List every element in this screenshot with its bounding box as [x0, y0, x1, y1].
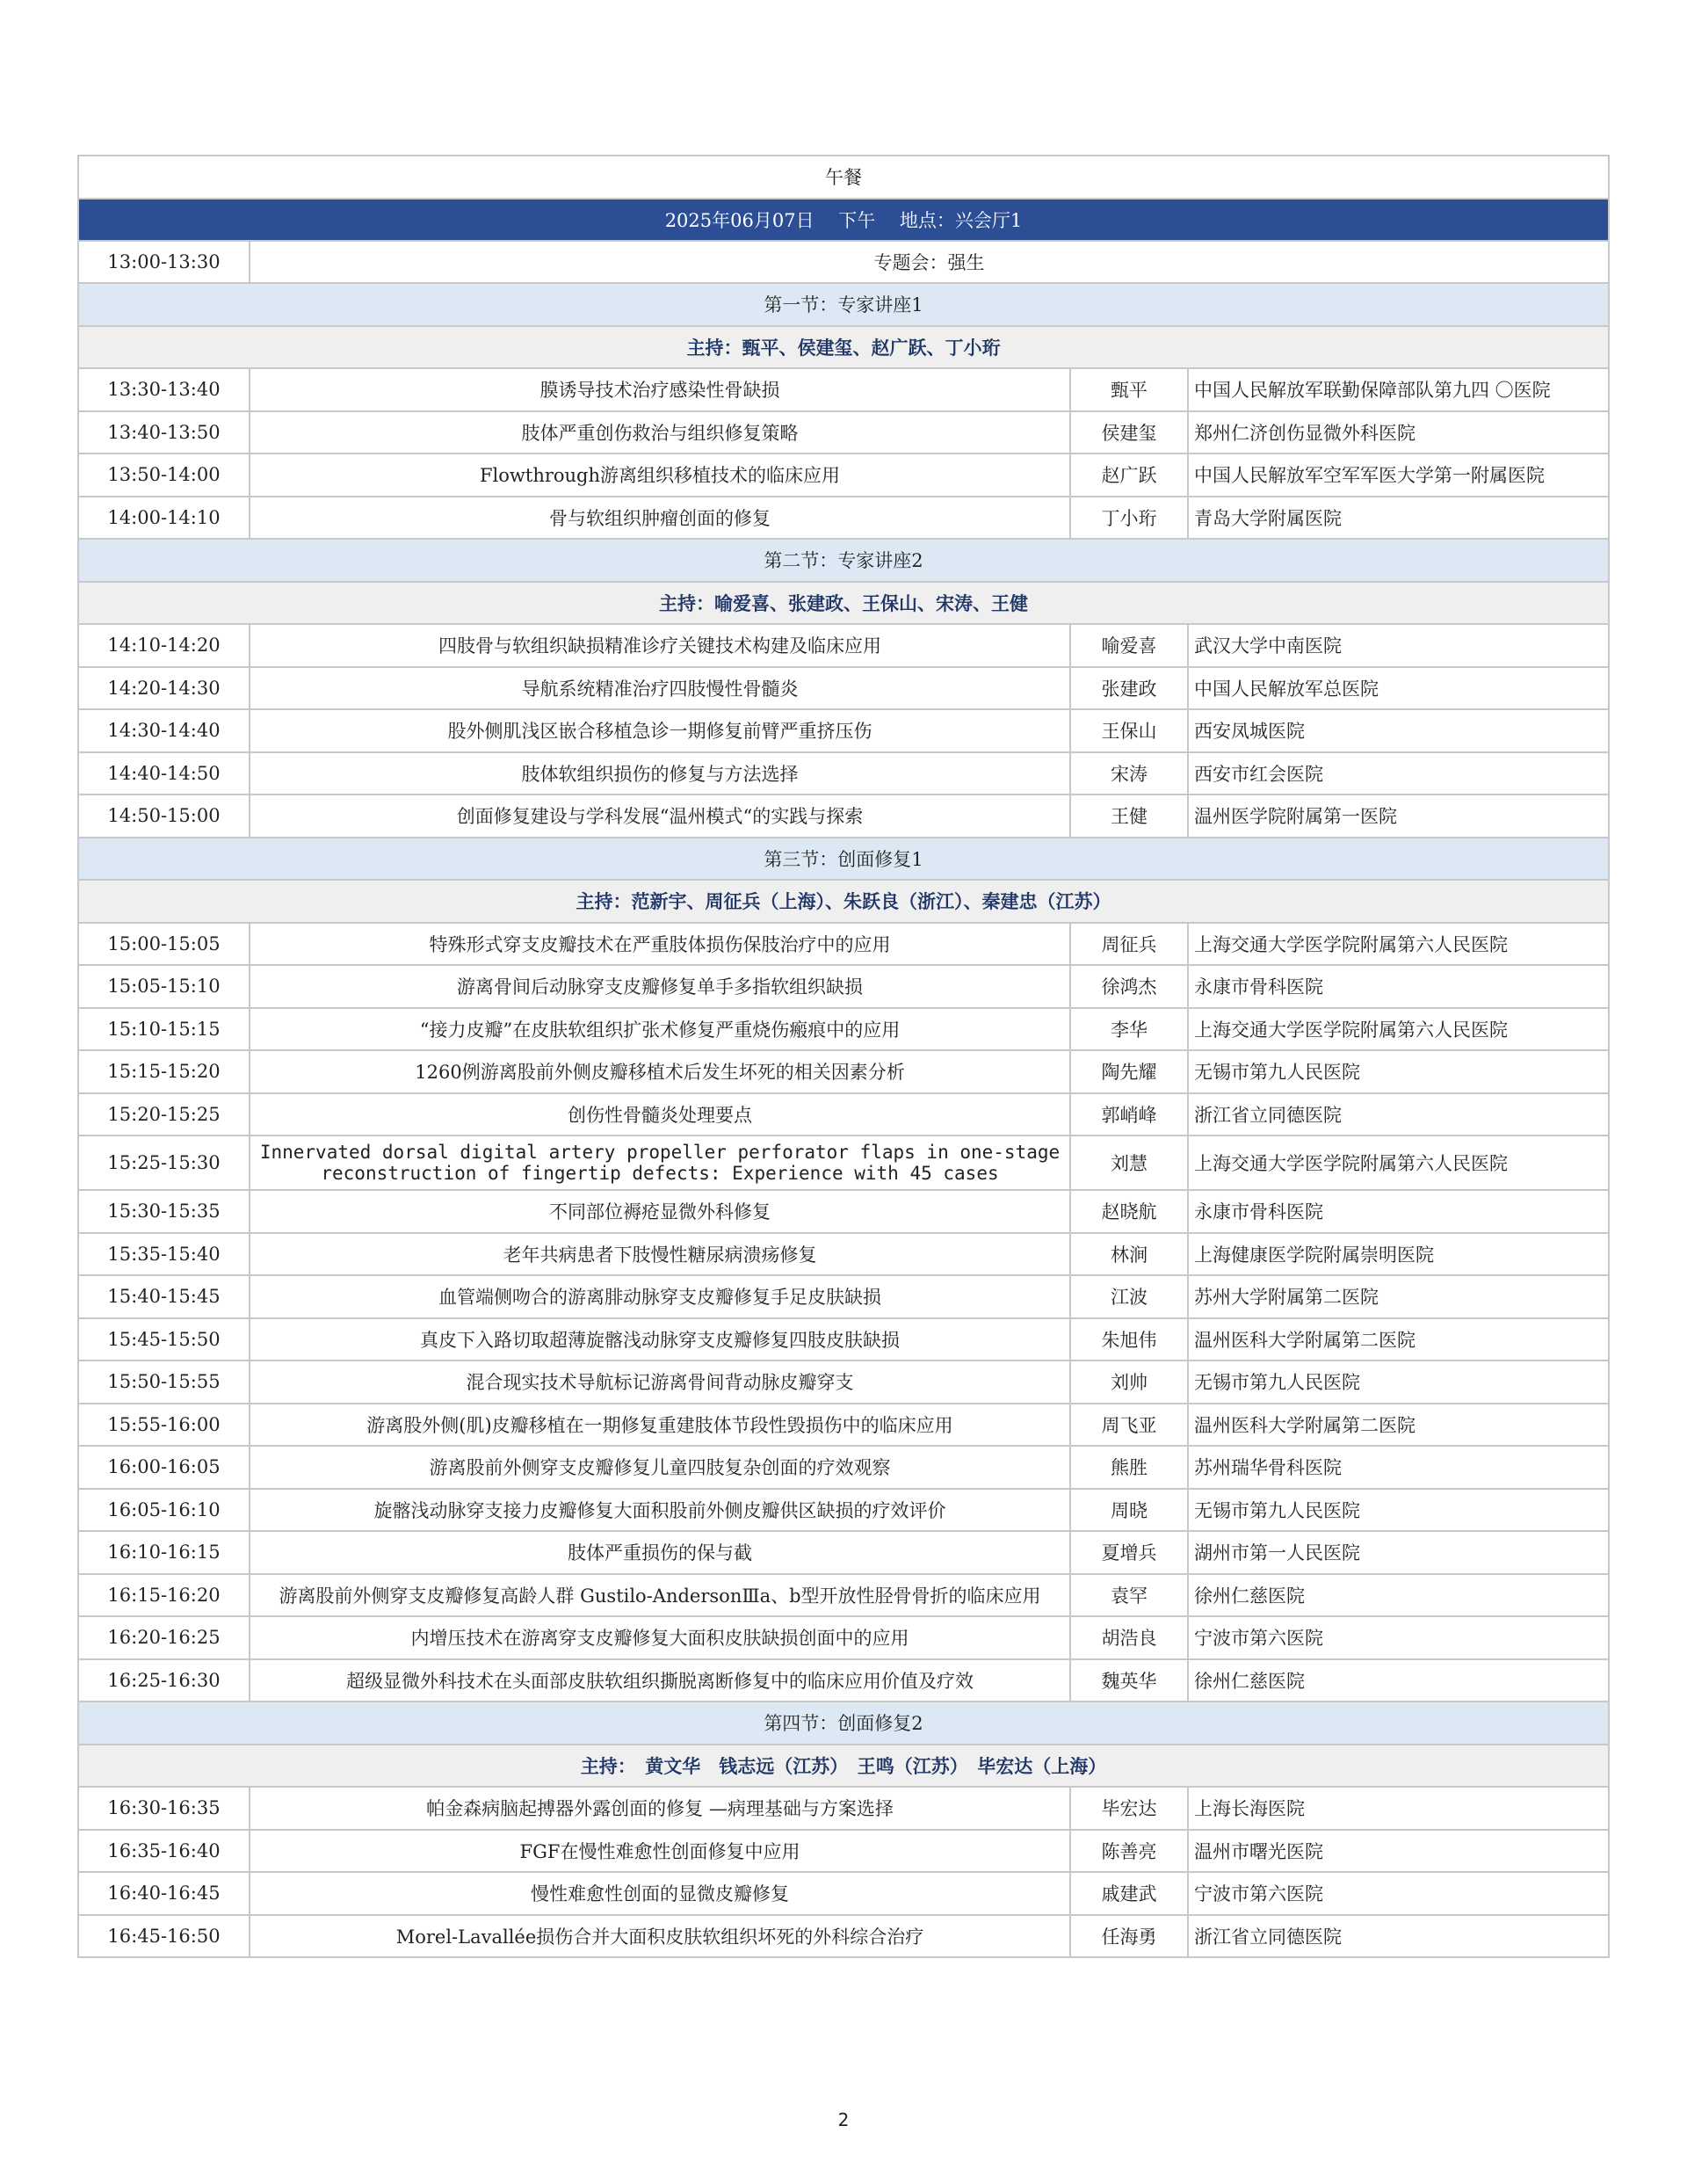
- talk-row: [78, 1872, 1609, 1915]
- talk-org: 中国人民解放军空军军医大学第一附属医院: [1188, 453, 1609, 497]
- talk-topic: FGF在慢性难愈性创面修复中应用: [250, 1830, 1070, 1873]
- talk-speaker: 胡浩良: [1070, 1616, 1188, 1659]
- talk-time: 15:05-15:10: [78, 965, 250, 1008]
- talk-row: [78, 1008, 1609, 1051]
- talk-topic: 肢体严重创伤救治与组织修复策略: [250, 411, 1070, 454]
- talk-org: 徐州仁慈医院: [1188, 1574, 1609, 1617]
- talk-speaker: 王保山: [1070, 709, 1188, 752]
- talk-row: [78, 1233, 1609, 1276]
- talk-time: 13:30-13:40: [78, 368, 250, 411]
- talk-org: 上海交通大学医学院附属第六人民医院: [1188, 1136, 1609, 1190]
- talk-time: 14:20-14:30: [78, 667, 250, 710]
- talk-speaker: 江波: [1070, 1275, 1188, 1318]
- talk-row: [78, 1093, 1609, 1136]
- section-title-row: [78, 838, 1609, 881]
- talk-speaker: 王健: [1070, 795, 1188, 838]
- talk-time: 15:25-15:30: [78, 1136, 250, 1190]
- session-header-row: [78, 199, 1609, 241]
- talk-row: [78, 667, 1609, 710]
- section-host-row: [78, 880, 1609, 923]
- talk-time: 15:20-15:25: [78, 1093, 250, 1136]
- talk-speaker: 朱旭伟: [1070, 1318, 1188, 1361]
- talk-org: 中国人民解放军联勤保障部队第九四 〇医院: [1188, 368, 1609, 411]
- talk-speaker: 熊胜: [1070, 1446, 1188, 1489]
- talk-speaker: 徐鸿杰: [1070, 965, 1188, 1008]
- section-host-row: [78, 582, 1609, 625]
- talk-topic: 膜诱导技术治疗感染性骨缺损: [250, 368, 1070, 411]
- talk-topic: 特殊形式穿支皮瓣技术在严重肢体损伤保肢治疗中的应用: [250, 923, 1070, 966]
- talk-topic: 慢性难愈性创面的显微皮瓣修复: [250, 1872, 1070, 1915]
- talk-row: [78, 624, 1609, 667]
- talk-time: 16:15-16:20: [78, 1574, 250, 1617]
- talk-row: [78, 1050, 1609, 1093]
- keynote-title: 专题会：强生: [250, 241, 1609, 284]
- talk-row: [78, 1616, 1609, 1659]
- talk-topic: 肢体软组织损伤的修复与方法选择: [250, 752, 1070, 795]
- talk-org: 上海交通大学医学院附属第六人民医院: [1188, 923, 1609, 966]
- talk-org: 宁波市第六医院: [1188, 1872, 1609, 1915]
- talk-row: [78, 965, 1609, 1008]
- talk-speaker: 周征兵: [1070, 923, 1188, 966]
- talk-topic: 混合现实技术导航标记游离骨间背动脉皮瓣穿支: [250, 1360, 1070, 1404]
- section-title: 第四节：创面修复2: [78, 1701, 1609, 1745]
- talk-time: 15:00-15:05: [78, 923, 250, 966]
- talk-topic: 游离股前外侧穿支皮瓣修复高龄人群 Gustilo-AndersonⅢa、b型开放性胫骨骨折的临床应用: [250, 1574, 1070, 1617]
- talk-time: 16:05-16:10: [78, 1489, 250, 1532]
- talk-topic: 创面修复建设与学科发展“温州模式“的实践与探索: [250, 795, 1070, 838]
- schedule-table: [77, 155, 1610, 1958]
- talk-time: 16:40-16:45: [78, 1872, 250, 1915]
- talk-speaker: 刘慧: [1070, 1136, 1188, 1190]
- talk-time: 14:30-14:40: [78, 709, 250, 752]
- talk-topic: 真皮下入路切取超薄旋髂浅动脉穿支皮瓣修复四肢皮肤缺损: [250, 1318, 1070, 1361]
- talk-row: [78, 752, 1609, 795]
- talk-speaker: 陶先耀: [1070, 1050, 1188, 1093]
- page-number: 2: [837, 2109, 850, 2130]
- talk-topic: 帕金森病脑起搏器外露创面的修复 —病理基础与方案选择: [250, 1787, 1070, 1830]
- talk-org: 上海长海医院: [1188, 1787, 1609, 1830]
- talk-row: [78, 795, 1609, 838]
- talk-topic: 1260例游离股前外侧皮瓣移植术后发生坏死的相关因素分析: [250, 1050, 1070, 1093]
- talk-org: 徐州仁慈医院: [1188, 1659, 1609, 1702]
- talk-time: 14:10-14:20: [78, 624, 250, 667]
- talk-org: 宁波市第六医院: [1188, 1616, 1609, 1659]
- section-title: 第二节：专家讲座2: [78, 539, 1609, 582]
- talk-org: 永康市骨科医院: [1188, 1190, 1609, 1233]
- talk-org: 武汉大学中南医院: [1188, 624, 1609, 667]
- talk-topic: Innervated dorsal digital artery propeller perforator flaps in one-stage reconstruction of fingertip defects: Experience with 45 cases: [250, 1136, 1070, 1190]
- talk-speaker: 赵晓航: [1070, 1190, 1188, 1233]
- section-host-row: [78, 1745, 1609, 1788]
- talk-topic: 肢体严重损伤的保与截: [250, 1531, 1070, 1574]
- talk-topic: 超级显微外科技术在头面部皮肤软组织撕脱离断修复中的临床应用价值及疗效: [250, 1659, 1070, 1702]
- talk-org: 温州市曙光医院: [1188, 1830, 1609, 1873]
- talk-org: 湖州市第一人民医院: [1188, 1531, 1609, 1574]
- talk-time: 15:10-15:15: [78, 1008, 250, 1051]
- talk-topic: 不同部位褥疮显微外科修复: [250, 1190, 1070, 1233]
- talk-row: [78, 1136, 1609, 1190]
- talk-speaker: 丁小珩: [1070, 497, 1188, 540]
- talk-topic: 游离股前外侧穿支皮瓣修复儿童四肢复杂创面的疗效观察: [250, 1446, 1070, 1489]
- section-title-row: [78, 539, 1609, 582]
- talk-speaker: 任海勇: [1070, 1915, 1188, 1958]
- talk-topic: Morel-Lavallée损伤合并大面积皮肤软组织坏死的外科综合治疗: [250, 1915, 1070, 1958]
- talk-row: [78, 1830, 1609, 1873]
- keynote-row: [78, 241, 1609, 284]
- talk-org: 浙江省立同德医院: [1188, 1093, 1609, 1136]
- talk-topic: 旋髂浅动脉穿支接力皮瓣修复大面积股前外侧皮瓣供区缺损的疗效评价: [250, 1489, 1070, 1532]
- talk-time: 14:50-15:00: [78, 795, 250, 838]
- section-title: 第三节：创面修复1: [78, 838, 1609, 881]
- talk-row: [78, 453, 1609, 497]
- talk-org: 温州医科大学附属第二医院: [1188, 1404, 1609, 1447]
- talk-org: 苏州瑞华骨科医院: [1188, 1446, 1609, 1489]
- talk-speaker: 郭峭峰: [1070, 1093, 1188, 1136]
- talk-row: [78, 411, 1609, 454]
- talk-time: 16:00-16:05: [78, 1446, 250, 1489]
- talk-time: 15:55-16:00: [78, 1404, 250, 1447]
- talk-speaker: 魏英华: [1070, 1659, 1188, 1702]
- talk-speaker: 张建政: [1070, 667, 1188, 710]
- talk-time: 16:30-16:35: [78, 1787, 250, 1830]
- talk-org: 无锡市第九人民医院: [1188, 1489, 1609, 1532]
- talk-row: [78, 1275, 1609, 1318]
- section-title-row: [78, 1701, 1609, 1745]
- talk-topic: 血管端侧吻合的游离腓动脉穿支皮瓣修复手足皮肤缺损: [250, 1275, 1070, 1318]
- talk-speaker: 袁罕: [1070, 1574, 1188, 1617]
- talk-row: [78, 1787, 1609, 1830]
- section-title-row: [78, 283, 1609, 326]
- talk-time: 15:45-15:50: [78, 1318, 250, 1361]
- section-host: 主持：甄平、侯建玺、赵广跃、丁小珩: [78, 326, 1609, 369]
- section-title: 第一节：专家讲座1: [78, 283, 1609, 326]
- talk-row: [78, 923, 1609, 966]
- talk-time: 15:35-15:40: [78, 1233, 250, 1276]
- talk-time: 16:20-16:25: [78, 1616, 250, 1659]
- talk-time: 16:10-16:15: [78, 1531, 250, 1574]
- talk-speaker: 陈善亮: [1070, 1830, 1188, 1873]
- talk-row: [78, 1915, 1609, 1958]
- talk-speaker: 周飞亚: [1070, 1404, 1188, 1447]
- talk-topic: 内增压技术在游离穿支皮瓣修复大面积皮肤缺损创面中的应用: [250, 1616, 1070, 1659]
- section-host-row: [78, 326, 1609, 369]
- session-header: 2025年06月07日 下午 地点：兴会厅1: [78, 199, 1609, 241]
- talk-topic: 老年共病患者下肢慢性糖尿病溃疡修复: [250, 1233, 1070, 1276]
- talk-org: 上海健康医学院附属崇明医院: [1188, 1233, 1609, 1276]
- talk-row: [78, 1574, 1609, 1617]
- talk-topic: 游离股外侧(肌)皮瓣移植在一期修复重建肢体节段性毁损伤中的临床应用: [250, 1404, 1070, 1447]
- talk-speaker: 毕宏达: [1070, 1787, 1188, 1830]
- talk-org: 浙江省立同德医院: [1188, 1915, 1609, 1958]
- keynote-time: 13:00-13:30: [78, 241, 250, 284]
- section-host: 主持：范新宇、周征兵（上海）、朱跃良（浙江）、秦建忠（江苏）: [78, 880, 1609, 923]
- talk-row: [78, 709, 1609, 752]
- talk-time: 14:00-14:10: [78, 497, 250, 540]
- talk-org: 西安市红会医院: [1188, 752, 1609, 795]
- talk-row: [78, 497, 1609, 540]
- talk-topic: “接力皮瓣”在皮肤软组织扩张术修复严重烧伤瘢痕中的应用: [250, 1008, 1070, 1051]
- talk-time: 16:45-16:50: [78, 1915, 250, 1958]
- talk-time: 16:35-16:40: [78, 1830, 250, 1873]
- talk-time: 16:25-16:30: [78, 1659, 250, 1702]
- talk-row: [78, 1531, 1609, 1574]
- lunch-row: [78, 156, 1609, 199]
- talk-speaker: 戚建武: [1070, 1872, 1188, 1915]
- talk-speaker: 喻爱喜: [1070, 624, 1188, 667]
- talk-row: [78, 1404, 1609, 1447]
- talk-org: 中国人民解放军总医院: [1188, 667, 1609, 710]
- schedule-page: [77, 155, 1608, 1958]
- talk-org: 苏州大学附属第二医院: [1188, 1275, 1609, 1318]
- talk-org: 郑州仁济创伤显微外科医院: [1188, 411, 1609, 454]
- talk-row: [78, 1360, 1609, 1404]
- talk-org: 永康市骨科医院: [1188, 965, 1609, 1008]
- talk-speaker: 夏增兵: [1070, 1531, 1188, 1574]
- talk-org: 青岛大学附属医院: [1188, 497, 1609, 540]
- section-host: 主持： 黄文华 钱志远（江苏） 王鸣（江苏） 毕宏达（上海）: [78, 1745, 1609, 1788]
- talk-speaker: 宋涛: [1070, 752, 1188, 795]
- talk-row: [78, 1318, 1609, 1361]
- talk-time: 13:40-13:50: [78, 411, 250, 454]
- talk-speaker: 甄平: [1070, 368, 1188, 411]
- talk-row: [78, 368, 1609, 411]
- talk-time: 14:40-14:50: [78, 752, 250, 795]
- talk-row: [78, 1190, 1609, 1233]
- talk-row: [78, 1446, 1609, 1489]
- talk-speaker: 赵广跃: [1070, 453, 1188, 497]
- talk-time: 15:30-15:35: [78, 1190, 250, 1233]
- talk-speaker: 刘帅: [1070, 1360, 1188, 1404]
- talk-time: 13:50-14:00: [78, 453, 250, 497]
- talk-speaker: 李华: [1070, 1008, 1188, 1051]
- talk-topic: 游离骨间后动脉穿支皮瓣修复单手多指软组织缺损: [250, 965, 1070, 1008]
- talk-org: 温州医科大学附属第二医院: [1188, 1318, 1609, 1361]
- talk-org: 西安凤城医院: [1188, 709, 1609, 752]
- talk-org: 上海交通大学医学院附属第六人民医院: [1188, 1008, 1609, 1051]
- talk-org: 无锡市第九人民医院: [1188, 1050, 1609, 1093]
- talk-topic: 股外侧肌浅区嵌合移植急诊一期修复前臂严重挤压伤: [250, 709, 1070, 752]
- talk-org: 无锡市第九人民医院: [1188, 1360, 1609, 1404]
- talk-topic: 骨与软组织肿瘤创面的修复: [250, 497, 1070, 540]
- talk-row: [78, 1659, 1609, 1702]
- talk-topic: 四肢骨与软组织缺损精准诊疗关键技术构建及临床应用: [250, 624, 1070, 667]
- talk-speaker: 林涧: [1070, 1233, 1188, 1276]
- talk-speaker: 周晓: [1070, 1489, 1188, 1532]
- talk-topic: 导航系统精准治疗四肢慢性骨髓炎: [250, 667, 1070, 710]
- lunch-label: 午餐: [78, 156, 1609, 199]
- talk-time: 15:50-15:55: [78, 1360, 250, 1404]
- talk-topic: 创伤性骨髓炎处理要点: [250, 1093, 1070, 1136]
- talk-org: 温州医学院附属第一医院: [1188, 795, 1609, 838]
- talk-time: 15:15-15:20: [78, 1050, 250, 1093]
- talk-time: 15:40-15:45: [78, 1275, 250, 1318]
- talk-topic: Flowthrough游离组织移植技术的临床应用: [250, 453, 1070, 497]
- section-host: 主持：喻爱喜、张建政、王保山、宋涛、王健: [78, 582, 1609, 625]
- talk-speaker: 侯建玺: [1070, 411, 1188, 454]
- talk-row: [78, 1489, 1609, 1532]
